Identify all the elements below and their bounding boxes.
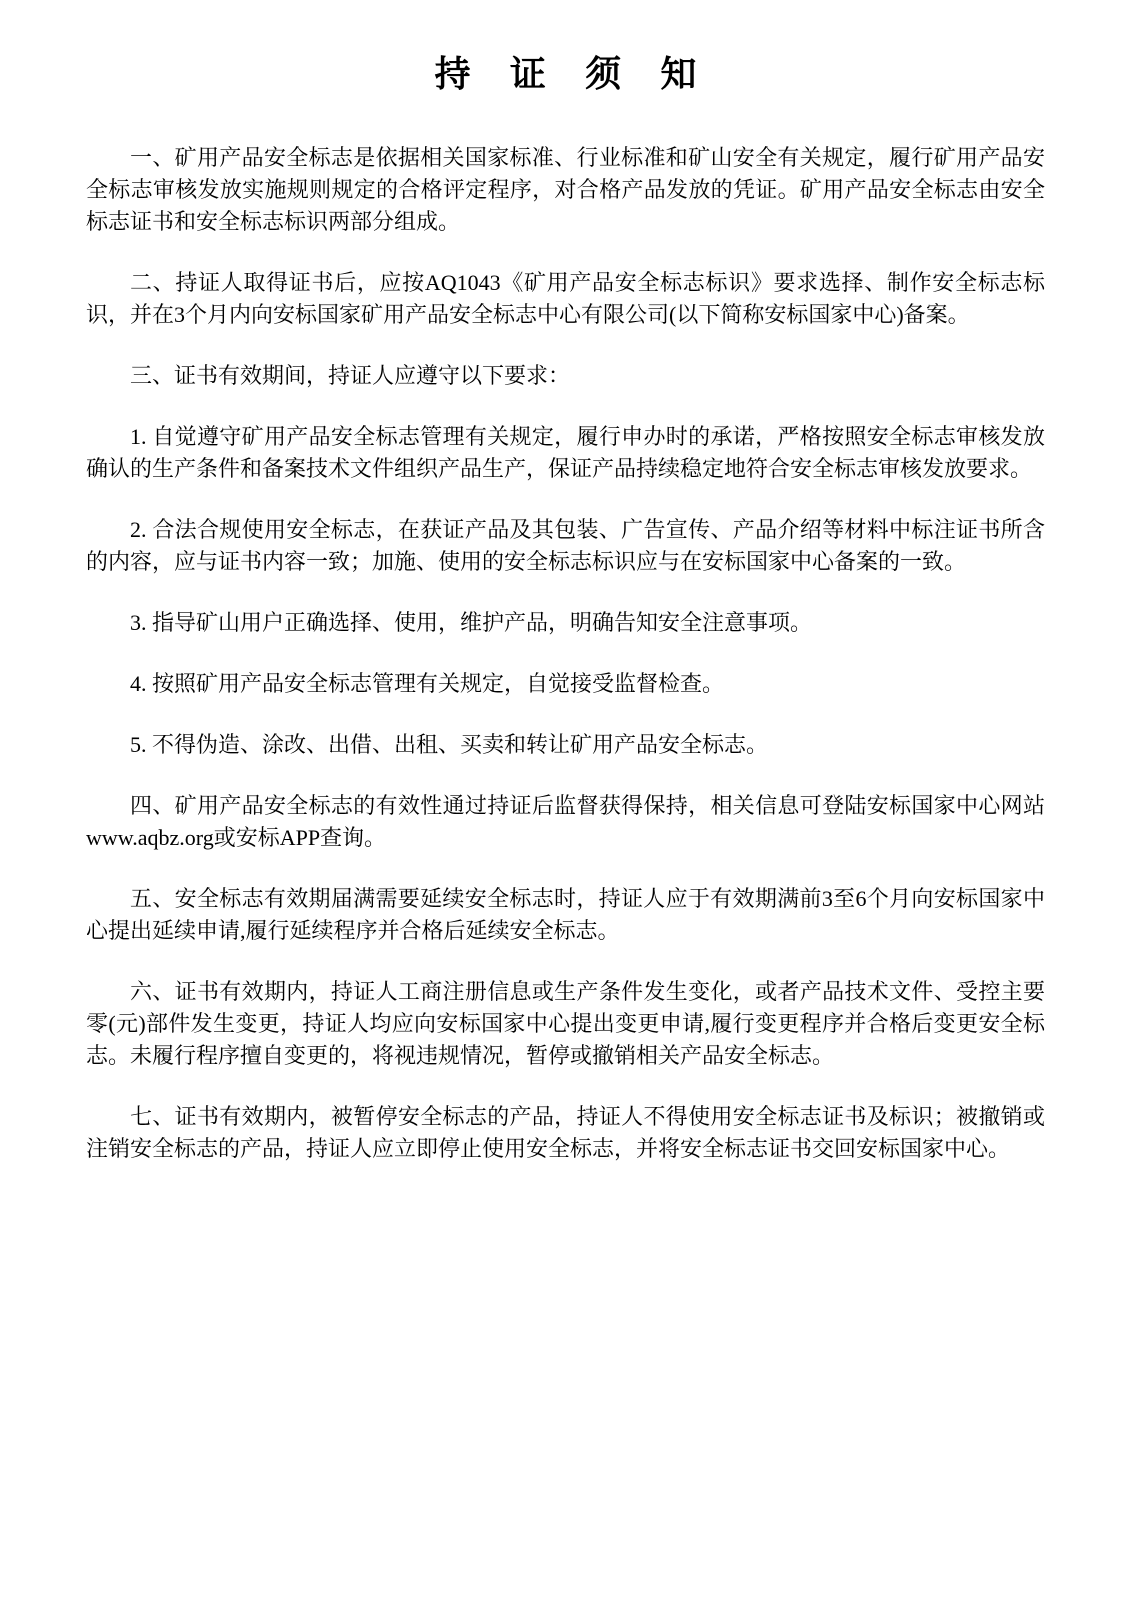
paragraph-3-item-3: 3. 指导矿山用户正确选择、使用，维护产品，明确告知安全注意事项。 [130,610,813,635]
paragraph-5-renewal: 五、安全标志有效期届满需要延续安全标志时，持证人应于有效期满前3至6个月向安标国家中心提出延续申请,履行延续程序并合格后延续安全标志。 [86,886,1045,943]
document-body [86,142,1045,1165]
paragraph-3-item-2: 2. 合法合规使用安全标志，在获证产品及其包装、广告宣传、产品介绍等材料中标注证书所含的内容，应与证书内容一致；加施、使用的安全标志标识应与在安标国家中心备案的一致。 [86,517,1045,574]
paragraph-1-overview: 一、矿用产品安全标志是依据相关国家标准、行业标准和矿山安全有关规定，履行矿用产品安全标志审核发放实施规则规定的合格评定程序，对合格产品发放的凭证。矿用产品安全标志由安全标志证书和安全标志标识两部分组成。 [86,145,1045,234]
paragraph-3-item-5: 5. 不得伪造、涂改、出借、出租、买卖和转让矿用产品安全标志。 [130,732,769,757]
paragraph-7-suspension: 七、证书有效期内，被暂停安全标志的产品，持证人不得使用安全标志证书及标识；被撤销或注销安全标志的产品，持证人应立即停止使用安全标志，并将安全标志证书交回安标国家中心。 [86,1104,1045,1161]
paragraph-4-supervision: 四、矿用产品安全标志的有效性通过持证后监督获得保持，相关信息可登陆安标国家中心网站www.aqbz.org或安标APP查询。 [86,793,1045,850]
paragraph-3-validity-requirements: 三、证书有效期间，持证人应遵守以下要求： [130,363,571,388]
paragraph-3-item-1: 1. 自觉遵守矿用产品安全标志管理有关规定，履行申办时的承诺，严格按照安全标志审核发放确认的生产条件和备案技术文件组织产品生产，保证产品持续稳定地符合安全标志审核发放要求。 [86,424,1045,481]
paragraph-6-changes: 六、证书有效期内，持证人工商注册信息或生产条件发生变化，或者产品技术文件、受控主要零(元)部件发生变更，持证人均应向安标国家中心提出变更申请,履行变更程序并合格后变更安全标志。未履行程序擅自变更的，将视违规情况，暂停或撤销相关产品安全标志。 [86,979,1045,1068]
paragraph-2-marking-filing: 二、持证人取得证书后，应按AQ1043《矿用产品安全标志标识》要求选择、制作安全标志标识，并在3个月内向安标国家矿用产品安全标志中心有限公司(以下简称安标国家中心)备案。 [86,270,1045,327]
paragraph-3-item-4: 4. 按照矿用产品安全标志管理有关规定，自觉接受监督检查。 [130,671,725,696]
document-title: 持 证 须 知 [434,54,712,94]
